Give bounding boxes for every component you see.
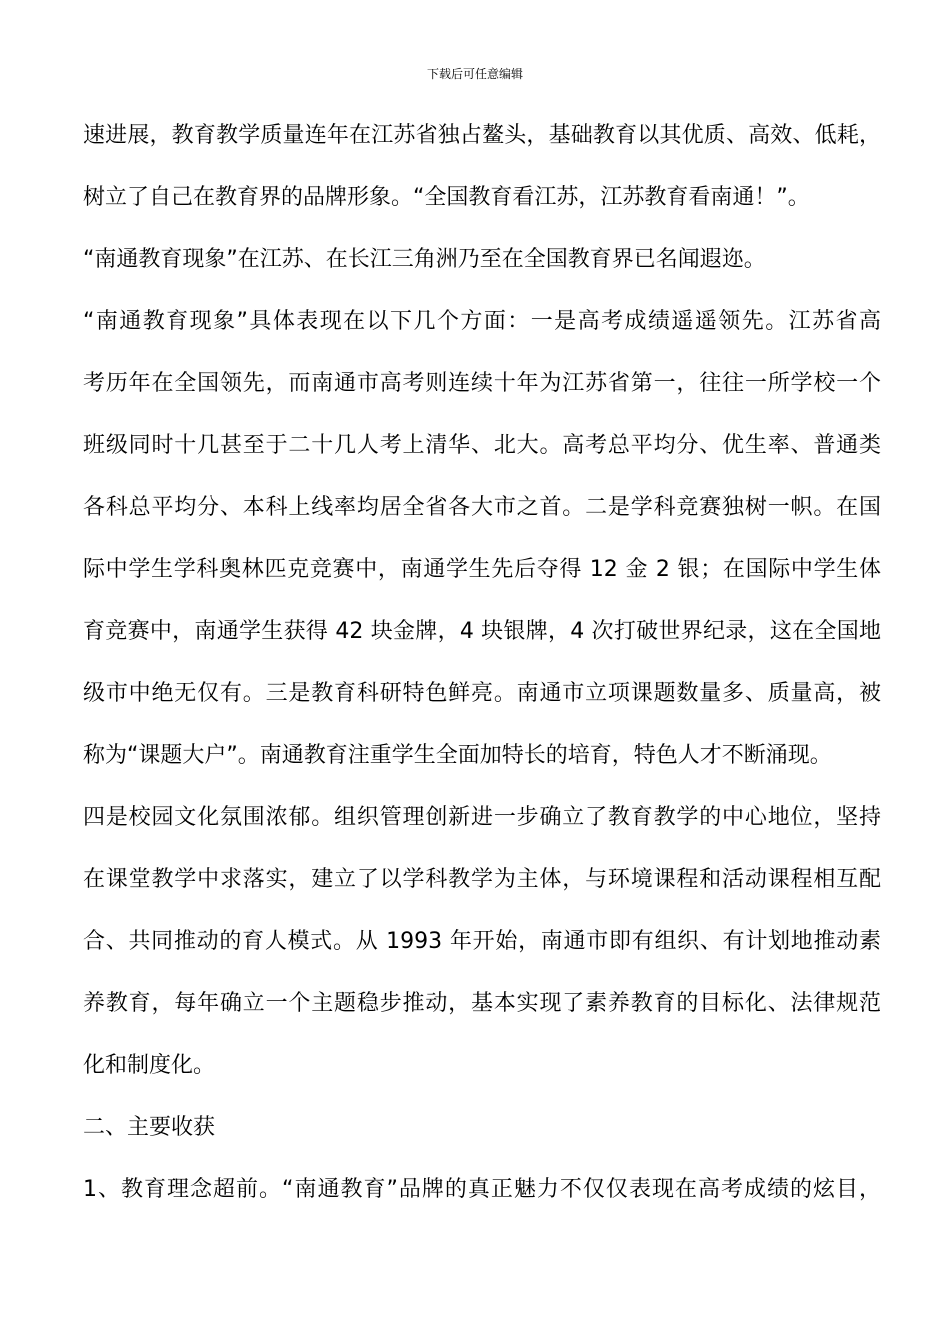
paragraph-line: 合、共同推动的育人模式。从 1993 年开始，南通市即有组织、有计划地推动素 xyxy=(83,929,881,954)
paragraph-line: 在课堂教学中求落实，建立了以学科教学为主体，与环境课程和活动课程相互配 xyxy=(83,867,881,892)
paragraph-line: 1、教育理念超前。“南通教育”品牌的真正魅力不仅仅表现在高考成绩的炫目， xyxy=(83,1177,881,1202)
paragraph-line: 树立了自己在教育界的品牌形象。“全国教育看江苏，江苏教育看南通！”。 xyxy=(83,185,810,210)
paragraph-line: 考历年在全国领先，而南通市高考则连续十年为江苏省第一，往往一所学校一个 xyxy=(83,371,881,396)
paragraph-line: 班级同时十几甚至于二十几人考上清华、北大。高考总平均分、优生率、普通类 xyxy=(83,433,881,458)
paragraph-line: “南通教育现象”在江苏、在长江三角洲乃至在全国教育界已名闻遐迩。 xyxy=(83,247,766,272)
section-heading: 二、主要收获 xyxy=(83,1115,216,1140)
paragraph-line: 各科总平均分、本科上线率均居全省各大市之首。二是学科竞赛独树一帜。在国 xyxy=(83,495,881,520)
paragraph-line: 级市中绝无仅有。三是教育科研特色鲜亮。南通市立项课题数量多、质量高，被 xyxy=(83,681,881,706)
paragraph-line: “南通教育现象”具体表现在以下几个方面：一是高考成绩遥遥领先。江苏省高 xyxy=(83,309,881,334)
paragraph-line: 养教育，每年确立一个主题稳步推动，基本实现了素养教育的目标化、法律规范 xyxy=(83,991,881,1016)
paragraph-line: 速进展，教育教学质量连年在江苏省独占鳌头，基础教育以其优质、高效、低耗， xyxy=(83,123,881,148)
paragraph-line: 际中学生学科奥林匹克竞赛中，南通学生先后夺得 12 金 2 银；在国际中学生体 xyxy=(83,557,881,582)
paragraph-line: 称为“课题大户”。南通教育注重学生全面加特长的培育，特色人才不断涌现。 xyxy=(83,743,832,768)
paragraph-line: 化和制度化。 xyxy=(83,1053,216,1078)
paragraph-line: 育竞赛中，南通学生获得 42 块金牌，4 块银牌，4 次打破世界纪录，这在全国地 xyxy=(83,619,881,644)
paragraph-line: 四是校园文化氛围浓郁。组织管理创新进一步确立了教育教学的中心地位，坚持 xyxy=(83,805,881,830)
page-header: 下载后可任意编辑 xyxy=(426,67,523,81)
